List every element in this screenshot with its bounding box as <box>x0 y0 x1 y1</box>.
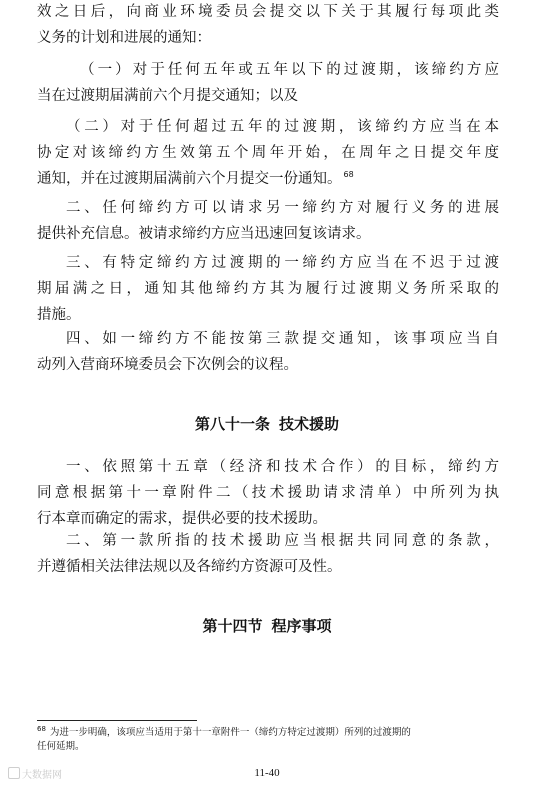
section-heading <box>0 615 534 637</box>
footnote-divider <box>37 720 197 721</box>
text-line: 二、第一款所指的技术援助应当根据共同同意的条款， <box>66 533 499 549</box>
paragraph-continuation <box>37 0 499 51</box>
footnote-line: 任何延期。 <box>37 741 85 752</box>
text-line: 提供补充信息。被请求缔约方应当迅速回复该请求。 <box>37 226 371 242</box>
text-line-content: 通知，并在过渡期届满前六个月提交一份通知。 <box>37 171 342 187</box>
footnote-line <box>37 726 499 740</box>
text-line <box>37 166 499 192</box>
article-heading <box>0 413 534 435</box>
footnote-reference[interactable]: 68 <box>343 170 354 180</box>
text-line: 期届满之日，通知其他缔约方其为履行过渡期义务所采取的 <box>37 281 499 297</box>
article-title: 技术援助 <box>279 415 340 433</box>
paragraph-item-two <box>37 114 499 192</box>
page-number: 11-40 <box>254 767 280 779</box>
text-line: 效之日后，向商业环境委员会提交以下关于其履行每项此类 <box>37 4 499 20</box>
footnote <box>37 726 499 754</box>
paragraph-four <box>37 326 499 378</box>
footnote-text: 为进一步明确，该项应当适用于第十一章附件一（缔约方特定过渡期）所列的过渡期的 <box>49 727 411 738</box>
text-line: 四、如一缔约方不能按第三款提交通知，该事项应当自 <box>66 331 499 347</box>
footnote-number: 68 <box>37 724 46 733</box>
paragraph-three <box>37 250 499 328</box>
text-line: 三、有特定缔约方过渡期的一缔约方应当在不迟于过渡 <box>66 255 499 271</box>
paragraph-one-article <box>37 454 499 532</box>
section-title: 程序事项 <box>271 617 332 635</box>
paragraph-item-one <box>37 57 499 109</box>
text-line: 并遵循相关法律法规以及各缔约方资源可及性。 <box>37 559 342 575</box>
text-line: （二）对于任何超过五年的过渡期，该缔约方应当在本 <box>66 119 499 135</box>
paragraph-two-article <box>37 528 499 580</box>
paragraph-two <box>37 195 499 247</box>
text-line: 协定对该缔约方生效第五个周年开始，在周年之日提交年度 <box>37 145 499 161</box>
text-line: 义务的计划和进展的通知： <box>37 30 211 46</box>
text-line: 同意根据第十一章附件二（技术援助请求清单）中所列为执 <box>37 485 499 501</box>
watermark-text: 大数据网 <box>22 770 62 781</box>
article-number: 第八十一条 <box>194 415 270 433</box>
section-number: 第十四节 <box>202 617 263 635</box>
text-line: （一）对于任何五年或五年以下的过渡期，该缔约方应 <box>80 62 499 78</box>
text-line: 当在过渡期届满前六个月提交通知；以及 <box>37 88 298 104</box>
text-line: 行本章而确定的需求，提供必要的技术援助。 <box>37 511 327 527</box>
text-line: 二、任何缔约方可以请求另一缔约方对履行义务的进展 <box>66 200 499 216</box>
text-line: 动列入营商环境委员会下次例会的议程。 <box>37 357 298 373</box>
text-line: 措施。 <box>37 307 81 323</box>
text-line: 一、依照第十五章（经济和技术合作）的目标，缔约方 <box>66 459 499 475</box>
